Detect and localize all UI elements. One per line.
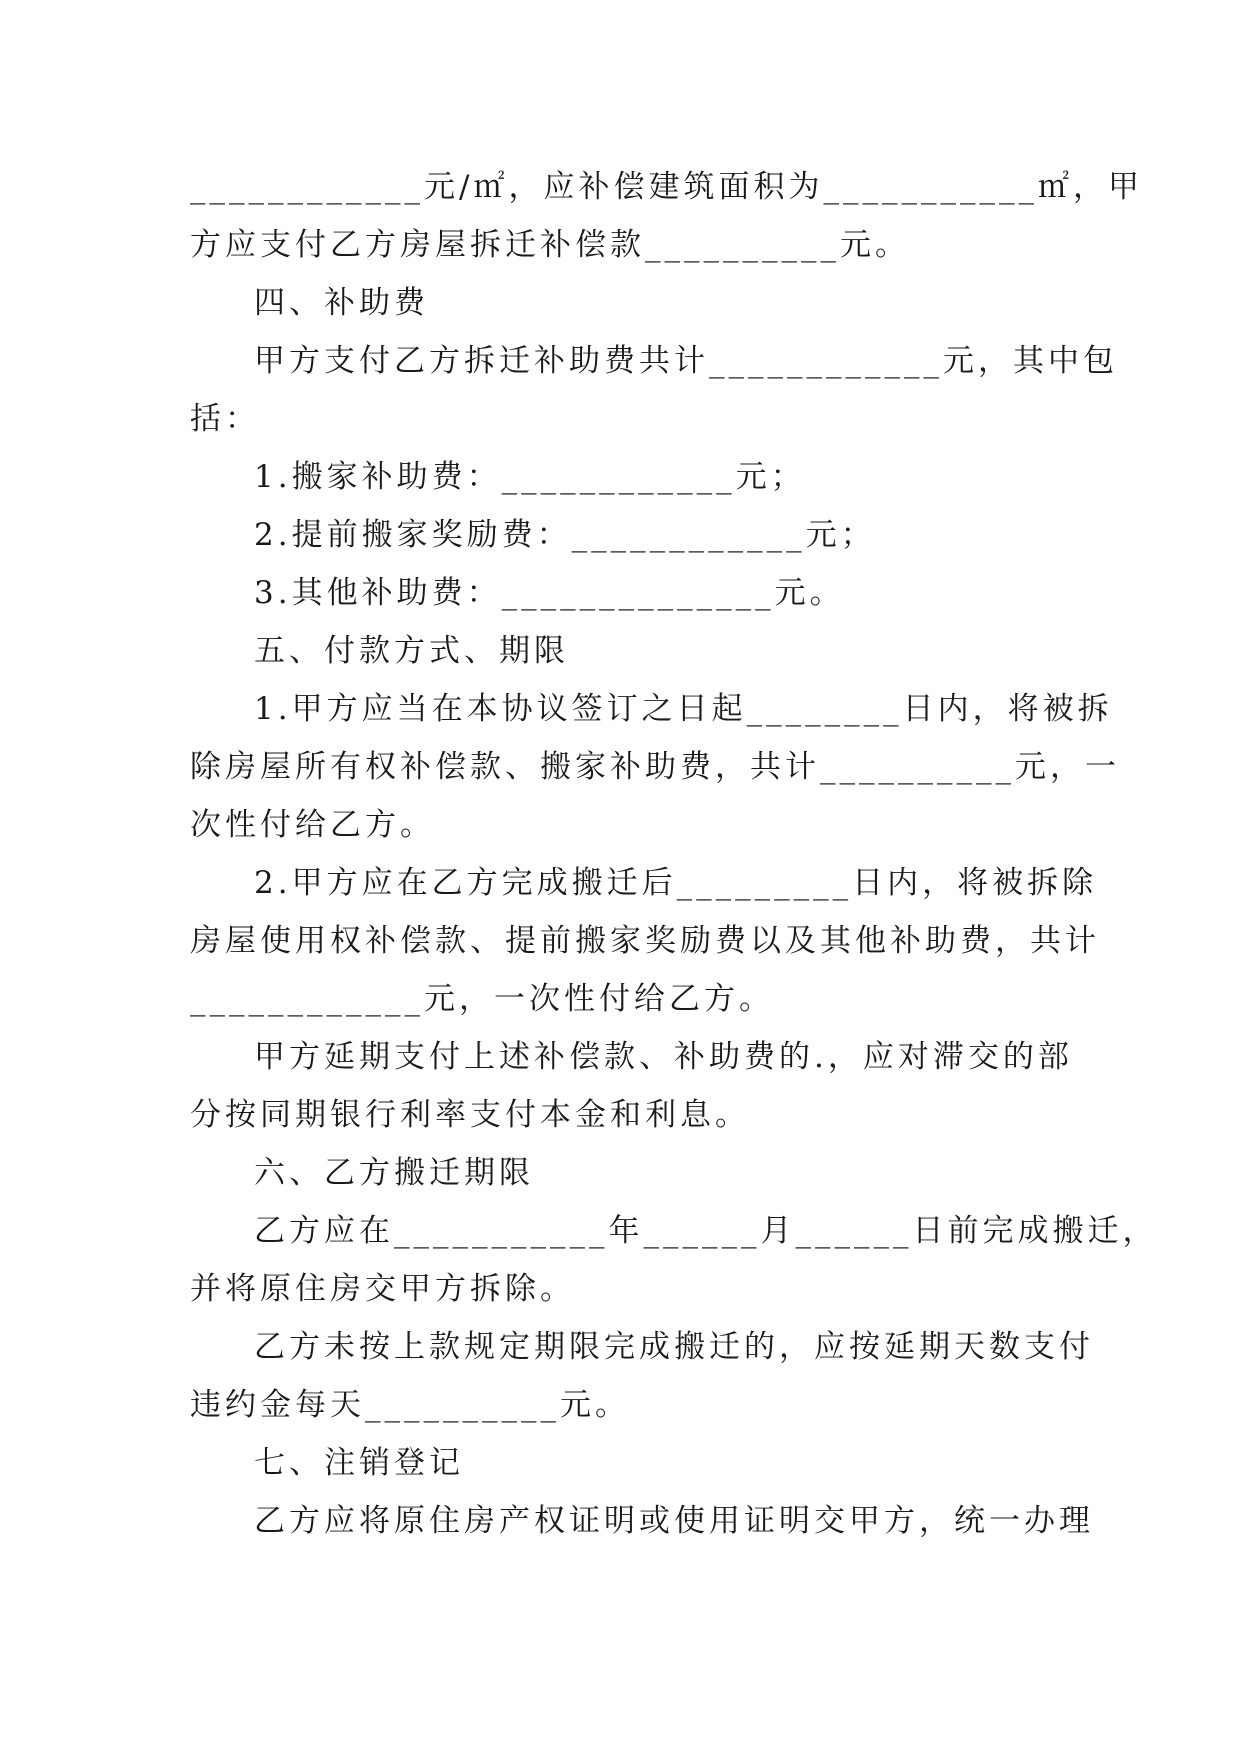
text-line: 次性付给乙方。 (190, 807, 435, 843)
text-line: 乙方未按上款规定期限完成搬迁的，应按延期天数支付 (254, 1329, 1094, 1365)
text-line: 并将原住房交甲方拆除。 (190, 1271, 575, 1307)
text-line: 除房屋所有权补偿款、搬家补助费，共计__________元，一 (190, 749, 1120, 785)
text-line: 甲方支付乙方拆迁补助费共计____________元，其中包 (254, 343, 1118, 379)
text-line: 分按同期银行利率支付本金和利息。 (190, 1097, 750, 1133)
text-line: 乙方应在___________年______月______日前完成搬迁， (254, 1213, 1158, 1249)
document-page (190, 158, 1158, 1550)
section-heading: 五、付款方式、期限 (254, 633, 569, 669)
section-heading: 四、补助费 (254, 285, 429, 321)
list-item: 1.搬家补助费：____________元； (254, 459, 806, 495)
list-item: 2.甲方应在乙方完成搬迁后_________日内，将被拆除 (254, 865, 1098, 901)
text-line: 违约金每天__________元。 (190, 1387, 630, 1423)
text-line: 方应支付乙方房屋拆迁补偿款__________元。 (190, 227, 910, 263)
list-item: 2.提前搬家奖励费：____________元； (254, 517, 876, 553)
text-line: 甲方延期支付上述补偿款、补助费的.，应对滞交的部 (254, 1039, 1073, 1075)
text-line: 乙方应将原住房产权证明或使用证明交甲方，统一办理 (254, 1503, 1094, 1539)
list-item: 3.其他补助费：______________元。 (254, 575, 845, 611)
section-heading: 七、注销登记 (254, 1445, 464, 1481)
list-item: 1.甲方应当在本协议签订之日起________日内，将被拆 (254, 691, 1113, 727)
text-line: 房屋使用权补偿款、提前搬家奖励费以及其他补助费，共计 (190, 923, 1100, 959)
text-line: ____________元/㎡，应补偿建筑面积为___________㎡，甲 (190, 169, 1143, 205)
section-heading: 六、乙方搬迁期限 (254, 1155, 534, 1191)
text-line: 括： (190, 401, 260, 437)
text-line: ____________元，一次性付给乙方。 (190, 981, 774, 1017)
